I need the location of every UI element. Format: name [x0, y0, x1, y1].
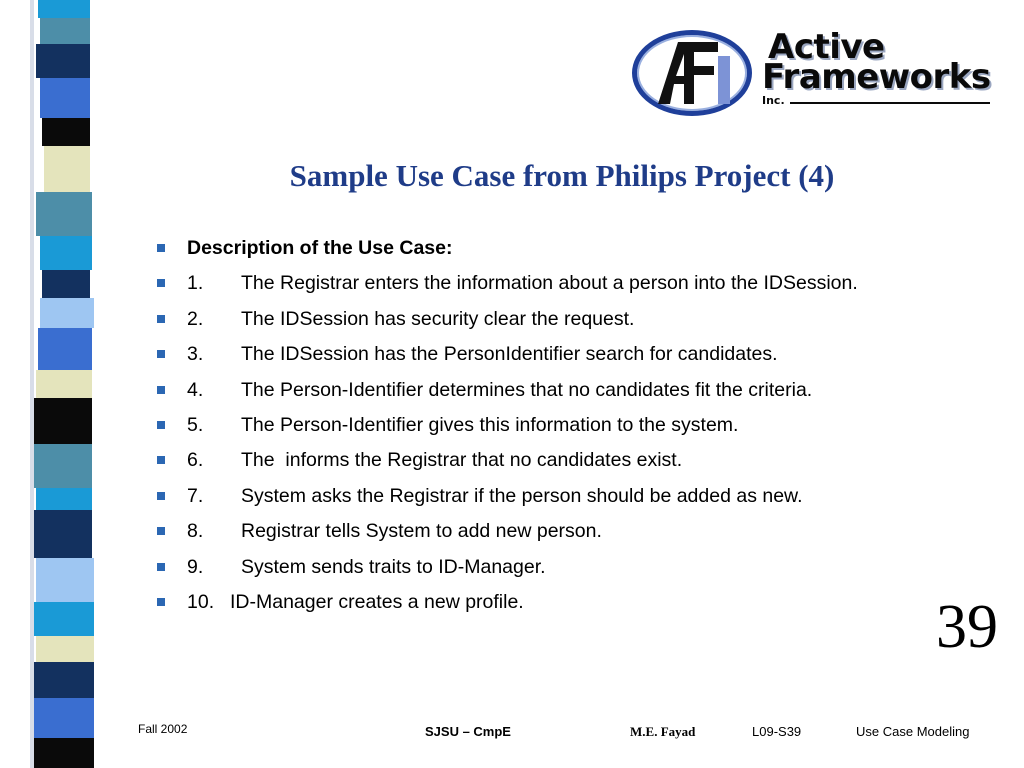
strip-bar: [34, 510, 92, 558]
square-bullet-icon: [157, 421, 165, 429]
strip-bar: [42, 270, 90, 298]
step-text: The Person-Identifier gives this information to the system.: [241, 413, 739, 436]
step-text: The Person-Identifier determines that no candidates fit the criteria.: [241, 378, 813, 401]
bullet-list: [155, 234, 985, 623]
list-heading: Description of the Use Case:: [187, 237, 453, 259]
decorative-strip: [0, 0, 110, 768]
step-number: 7.: [187, 484, 204, 507]
list-item: [155, 269, 985, 304]
square-bullet-icon: [157, 350, 165, 358]
step-text: The IDSession has security clear the request.: [241, 307, 635, 330]
footer-term: Fall 2002: [138, 722, 188, 736]
list-item: [155, 340, 985, 375]
logo-word-active: Active: [768, 27, 885, 67]
list-item: [155, 553, 985, 588]
list-item: [155, 588, 985, 623]
square-bullet-icon: [157, 527, 165, 535]
step-number: 3.: [187, 343, 204, 366]
step-number: 6.: [187, 449, 204, 472]
strip-bar: [36, 636, 94, 662]
square-bullet-icon: [157, 279, 165, 287]
step-number: 1.: [187, 272, 204, 295]
step-number: 8.: [187, 520, 204, 543]
list-item: [155, 446, 985, 481]
list-item: [155, 482, 985, 517]
strip-bar: [40, 78, 90, 118]
list-item: [155, 517, 985, 552]
square-bullet-icon: [157, 598, 165, 606]
footer-slide-code: L09-S39: [752, 724, 802, 739]
step-number: 4.: [187, 378, 204, 401]
strip-bar: [40, 236, 92, 270]
step-text: The IDSession has the PersonIdentifier search for candidates.: [241, 343, 778, 366]
step-number: 10.: [187, 590, 215, 613]
square-bullet-icon: [157, 315, 165, 323]
step-text: The Registrar enters the information about a person into the IDSession.: [241, 272, 858, 295]
square-bullet-icon: [157, 492, 165, 500]
logo-underline: [790, 102, 990, 104]
square-bullet-icon: [157, 244, 165, 252]
active-frameworks-logo: [628, 26, 998, 122]
square-bullet-icon: [157, 456, 165, 464]
strip-bar: [36, 44, 90, 78]
step-number: 9.: [187, 555, 204, 578]
strip-bar: [34, 398, 92, 444]
logo-wordmark: [762, 27, 994, 116]
step-number: 5.: [187, 413, 204, 436]
footer-school: SJSU – CmpE: [425, 724, 511, 739]
strip-bar: [40, 18, 90, 44]
logo-monogram-icon: [656, 40, 736, 106]
square-bullet-icon: [157, 563, 165, 571]
strip-bar: [36, 488, 92, 510]
strip-bar: [38, 328, 92, 370]
strip-bar: [34, 662, 94, 698]
strip-bar: [34, 738, 94, 768]
strip-edge: [30, 0, 34, 768]
list-item: [155, 305, 985, 340]
step-text: ID-Manager creates a new profile.: [230, 590, 524, 613]
strip-bar: [36, 558, 94, 602]
strip-bar: [36, 370, 92, 398]
step-text: Registrar tells System to add new person.: [241, 520, 602, 543]
square-bullet-icon: [157, 386, 165, 394]
strip-bar: [32, 444, 92, 488]
list-heading-item: [155, 234, 985, 269]
strip-bar: [44, 146, 90, 192]
strip-bar: [34, 602, 94, 636]
slide-title: Sample Use Case from Philips Project (4): [289, 158, 835, 193]
step-text: System sends traits to ID-Manager.: [241, 555, 546, 578]
strip-bar: [40, 298, 94, 328]
list-item: [155, 411, 985, 446]
step-text: System asks the Registrar if the person should be added as new.: [241, 484, 803, 507]
footer-topic: Use Case Modeling: [856, 724, 970, 739]
slide-number: 39: [936, 593, 998, 661]
footer-author: M.E. Fayad: [630, 724, 696, 739]
strip-bar: [36, 192, 92, 236]
logo-word-frameworks: Frameworks: [762, 57, 991, 97]
strip-bar: [38, 0, 90, 18]
step-number: 2.: [187, 307, 204, 330]
strip-bar: [42, 118, 90, 146]
list-item: [155, 376, 985, 411]
strip-bar: [32, 698, 94, 738]
step-text: The informs the Registrar that no candidates exist.: [241, 449, 683, 472]
logo-inc: Inc.: [762, 94, 785, 107]
